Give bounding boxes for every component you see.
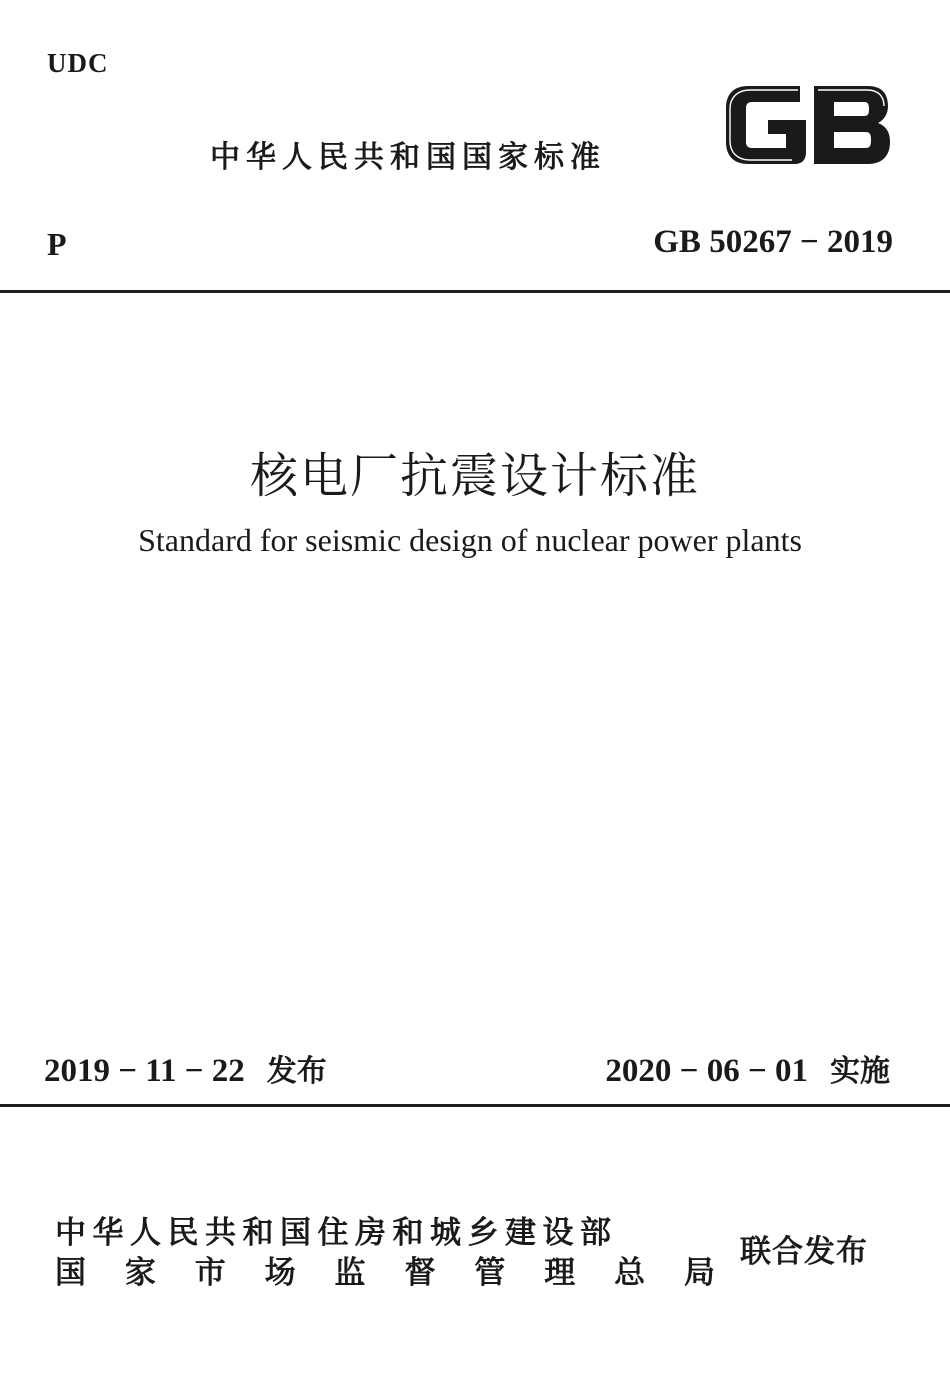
udc-label: UDC xyxy=(47,48,109,78)
publisher-administration: 国家市场监督管理总局 xyxy=(55,1255,715,1291)
bottom-divider xyxy=(0,1104,950,1107)
title-chinese: 核电厂抗震设计标准 xyxy=(249,448,700,504)
issue-date-line xyxy=(44,1046,327,1090)
implementation-word: 实施 xyxy=(830,1054,890,1089)
title-english: Standard for seismic design of nuclear power plants xyxy=(138,522,802,558)
implementation-date-line xyxy=(605,1046,890,1090)
implementation-date: 2020 − 06 − 01 xyxy=(605,1053,808,1089)
top-divider xyxy=(0,290,950,293)
category-code: P xyxy=(47,226,67,262)
standard-number: GB 50267 − 2019 xyxy=(653,224,893,260)
gb-logo-icon xyxy=(722,80,894,170)
publisher-ministry: 中华人民共和国住房和城乡建设部 xyxy=(55,1215,618,1251)
joint-release-label: 联合发布 xyxy=(740,1234,868,1270)
issue-date: 2019 − 11 − 22 xyxy=(44,1053,245,1089)
issue-word: 发布 xyxy=(266,1054,327,1089)
national-standard-label: 中华人民共和国国家标准 xyxy=(210,140,606,175)
